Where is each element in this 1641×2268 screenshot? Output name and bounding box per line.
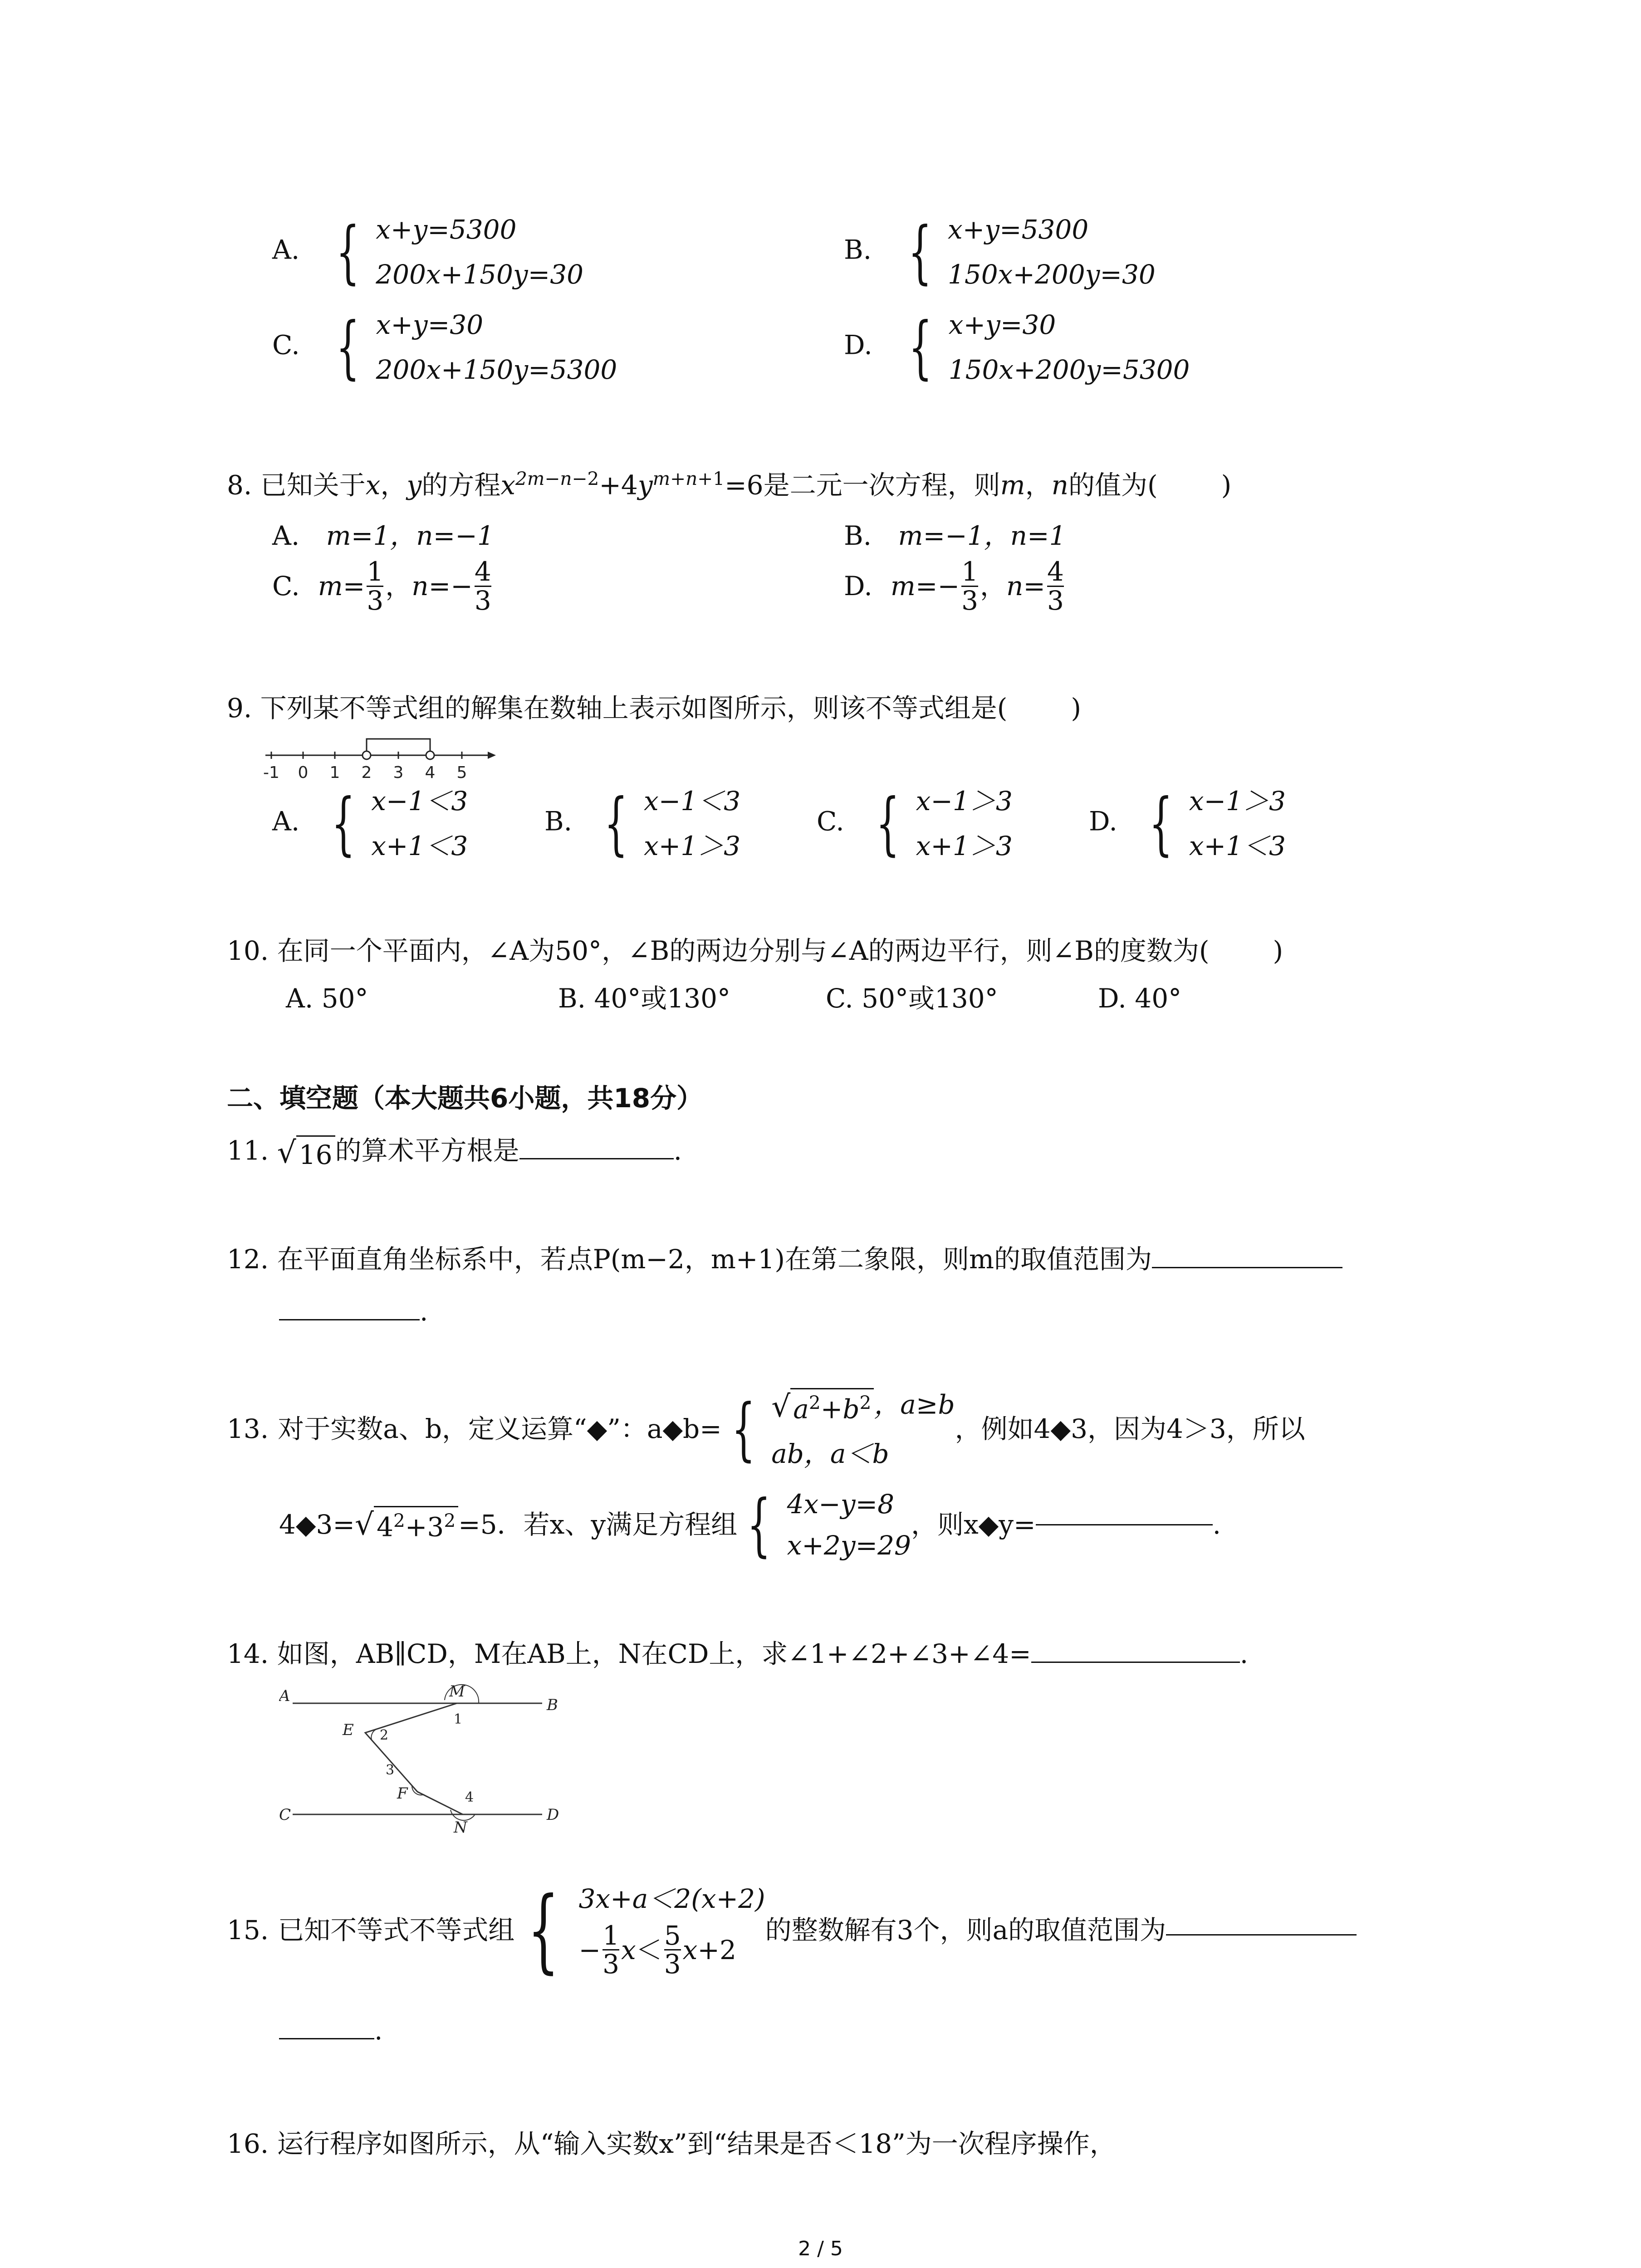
- equation-system: [899, 308, 1190, 386]
- case-condition: ，a≥b: [874, 1389, 955, 1420]
- answer-blank[interactable]: [279, 2038, 374, 2039]
- parallel-lines-figure: [279, 1678, 588, 1842]
- answer-blank[interactable]: [279, 1319, 420, 1320]
- label-m: M: [449, 1682, 465, 1701]
- answer-blank[interactable]: [1152, 1267, 1342, 1268]
- axis-arrow: [488, 752, 496, 759]
- fraction: $\frac{1}{3}$: [367, 556, 384, 616]
- option-label: D.: [844, 571, 872, 602]
- equation-system: [898, 213, 1156, 291]
- q7-option-b: [844, 213, 1156, 291]
- open-endpoint-2: [362, 751, 371, 759]
- punct: .: [1212, 1509, 1221, 1540]
- option-label: B.: [844, 520, 872, 551]
- punct: .: [673, 1135, 682, 1166]
- axis-labels: [263, 763, 467, 782]
- axis-tick-label: 0: [298, 763, 309, 782]
- piecewise-definition: { √ $a^2+b^2$ ，a≥b ab，a＜b: [722, 1388, 955, 1470]
- equation: x+y=30: [376, 309, 484, 340]
- inequality: 3x+a＜2(x+2): [578, 1883, 765, 1914]
- stem-text: =6是二元一次方程，则: [725, 469, 1000, 501]
- equation-system: { x−1＜3 x+1＞3: [603, 784, 741, 863]
- brace: {: [907, 212, 932, 292]
- q8-option-d: D. m=− $\frac{1}{3}$ ，n= $\frac{4}{3}$: [844, 556, 1064, 616]
- option-label: A.: [272, 806, 300, 837]
- stem-text: ，则x◆y=: [911, 1509, 1036, 1540]
- radicand: 16: [296, 1135, 335, 1172]
- stem-text: 对于实数a、b，定义运算“◆”：a◆b=: [278, 1413, 722, 1445]
- punct: .: [420, 1296, 428, 1327]
- equation-system: [326, 213, 583, 291]
- brace: {: [908, 308, 933, 387]
- q15: [227, 1877, 1357, 1983]
- stem-text: 的算术平方根是: [335, 1135, 519, 1166]
- equation: x+2y=29: [787, 1530, 911, 1561]
- option-label: B.: [844, 234, 872, 265]
- open-endpoint-4: [426, 751, 434, 759]
- option-label: A.: [272, 234, 300, 265]
- q11: [227, 1134, 682, 1172]
- inequality: x−1＜3: [371, 786, 468, 816]
- inequality: x+1＞3: [916, 830, 1013, 861]
- label-b: B: [547, 1696, 558, 1714]
- punct: .: [374, 2015, 383, 2046]
- axis-tick-label: 5: [456, 763, 467, 782]
- question-number: 12.: [227, 1244, 269, 1275]
- stem-text: 下列某不等式组的解集在数轴上表示如图所示，则该不等式组是(: [260, 693, 1008, 723]
- option-text: m=−1，n=1: [898, 520, 1066, 551]
- q9-stem: [227, 692, 1081, 725]
- label-d: D: [547, 1806, 559, 1824]
- stem-text: 在同一个平面内，∠A为50°，∠B的两边分别与∠A的两边平行，则∠B的度数为(: [277, 935, 1210, 966]
- q8-stem: 8. 已知关于x，y的方程$x^{2m-n-2}+4y^{m+n+1}=6$是二元一次方程，则m，n的值为( ): [227, 468, 1232, 501]
- answer-blank[interactable]: [1036, 1524, 1213, 1525]
- option-label: C.: [817, 806, 844, 837]
- axis-tick-label: -1: [263, 763, 279, 782]
- label-a: A: [279, 1687, 290, 1705]
- paren: ): [1071, 693, 1082, 723]
- number-line-figure: [261, 733, 497, 785]
- equation: x+y=5300: [376, 214, 517, 245]
- question-number: 9.: [227, 693, 252, 723]
- inequality: x+1＞3: [643, 830, 741, 861]
- option-text: m=1，n=−1: [326, 520, 494, 551]
- inequality-system: { 3x+a＜2(x+2) − $\frac{1}{3}$ x ＜ $\frac{5}{3}$ x +2: [527, 1877, 765, 1983]
- stem-text: 运行程序如图所示，从“输入实数x”到“结果是否＜18”为一次程序操作，: [277, 2128, 1116, 2159]
- label-angle-1: 1: [454, 1711, 463, 1727]
- equation: 200x+150y=5300: [376, 354, 617, 385]
- square-root: √ $4^2+3^2$: [355, 1506, 458, 1544]
- paren: ): [1221, 469, 1232, 501]
- equation: x+y=30: [948, 309, 1056, 340]
- axis-tick-label: 1: [329, 763, 340, 782]
- stem-text: 4◆3=: [279, 1509, 355, 1540]
- paren: ): [1273, 935, 1283, 966]
- broken-path: [365, 1703, 463, 1814]
- brace: {: [336, 308, 360, 387]
- question-number: 16.: [227, 2128, 269, 2159]
- q10-option-d: D. 40°: [1098, 983, 1182, 1014]
- q10-option-c: C. 50°或130°: [826, 983, 998, 1014]
- inequality: x−1＜3: [643, 786, 741, 816]
- page-number: 2 / 5: [798, 2237, 843, 2260]
- question-number: 14.: [227, 1638, 269, 1669]
- q7-option-d: [844, 308, 1190, 386]
- q10-option-a: A. 50°: [286, 983, 368, 1014]
- inequality: x+1＜3: [371, 830, 468, 861]
- fraction: $\frac{4}{3}$: [1047, 556, 1064, 616]
- question-number: 13.: [227, 1413, 269, 1445]
- q8-option-c: C. m= $\frac{1}{3}$ ，n=− $\frac{4}{3}$: [272, 556, 491, 616]
- stem-text: 如图，AB∥CD，M在AB上，N在CD上，求∠1+∠2+∠3+∠4=: [277, 1638, 1031, 1669]
- answer-blank[interactable]: [1166, 1934, 1357, 1936]
- question-number: 15.: [227, 1915, 269, 1946]
- q9-option-d: [1089, 785, 1286, 862]
- q8-option-a: [272, 519, 494, 552]
- q14: [227, 1637, 1248, 1671]
- equation-system: { x−1＜3 x+1＜3: [331, 784, 468, 863]
- stem-text: 在平面直角坐标系中，若点P(m−2，m+1)在第二象限，则m的取值范围为: [277, 1244, 1152, 1275]
- label-n: N: [454, 1818, 467, 1837]
- question-number: 8.: [227, 469, 252, 501]
- inequality: x−1＞3: [1189, 786, 1286, 816]
- inequality: x+1＜3: [1189, 830, 1286, 861]
- q16: [227, 2127, 1116, 2160]
- brace: {: [336, 212, 360, 292]
- equation: 150x+200y=5300: [948, 354, 1190, 385]
- q12: [227, 1243, 1342, 1276]
- q7-option-a: [272, 213, 583, 291]
- stem-text: ，例如4◆3，因为4＞3，所以: [955, 1413, 1305, 1445]
- equation: 150x+200y=30: [947, 259, 1156, 290]
- q7-option-c: [272, 308, 617, 386]
- case-second: ab，a＜b: [771, 1438, 889, 1469]
- stem-text: 的方程: [421, 469, 501, 501]
- q13-line2: [279, 1485, 1221, 1564]
- q9-option-a: [272, 785, 468, 862]
- q13-line1: [227, 1388, 1305, 1470]
- equation-system: { x−1＞3 x+1＞3: [876, 784, 1013, 863]
- answer-blank[interactable]: [1031, 1662, 1240, 1663]
- label-c: C: [279, 1806, 291, 1824]
- option-label: C.: [272, 571, 300, 602]
- equation: 4x−y=8: [787, 1489, 895, 1520]
- axis-tick-label: 4: [425, 763, 436, 782]
- question-number: 10.: [227, 935, 269, 966]
- label-angle-4: 4: [465, 1789, 474, 1805]
- option-label: D.: [844, 329, 872, 361]
- option-label: C.: [272, 329, 300, 361]
- q15-continued: [279, 2014, 382, 2047]
- q12-continued: [279, 1295, 428, 1328]
- q10-stem: [227, 934, 1283, 968]
- option-label: B.: [544, 806, 573, 837]
- inequality: x−1＞3: [916, 786, 1013, 816]
- fraction: $\frac{1}{3}$: [961, 556, 978, 616]
- q9-option-b: [544, 785, 740, 862]
- answer-blank[interactable]: [519, 1158, 674, 1159]
- stem-text: =5．若x、y满足方程组: [458, 1509, 738, 1540]
- equation: 200x+150y=30: [376, 259, 584, 290]
- square-root: √ 16: [277, 1134, 335, 1172]
- equation-system: [326, 308, 617, 386]
- fraction: $\frac{4}{3}$: [474, 556, 491, 616]
- label-f: F: [397, 1784, 408, 1803]
- equation-system: { x−1＞3 x+1＜3: [1149, 784, 1286, 863]
- equation: x+y=5300: [947, 214, 1089, 245]
- label-angle-3: 3: [386, 1762, 395, 1778]
- stem-text: 的值为(: [1068, 469, 1158, 501]
- stem-text: 的整数解有3个，则a的取值范围为: [765, 1915, 1166, 1946]
- punct: .: [1239, 1638, 1249, 1669]
- q9-option-c: [817, 785, 1013, 862]
- label-e: E: [343, 1721, 354, 1739]
- q10-option-b: B. 40°或130°: [558, 983, 731, 1014]
- label-angle-2: 2: [380, 1727, 389, 1743]
- q8-option-b: [844, 519, 1066, 552]
- question-number: 11.: [227, 1135, 269, 1166]
- equation-system: { 4x−y=8 x+2y=29: [747, 1485, 911, 1564]
- stem-text: 已知关于: [260, 469, 366, 501]
- option-label: D.: [1089, 806, 1117, 837]
- axis-tick-label: 2: [361, 763, 372, 782]
- section-title: 二、填空题（本大题共6小题，共18分）: [227, 1083, 703, 1114]
- axis-tick-label: 3: [393, 763, 404, 782]
- option-label: A.: [272, 520, 300, 551]
- stem-text: 已知不等式不等式组: [278, 1915, 515, 1946]
